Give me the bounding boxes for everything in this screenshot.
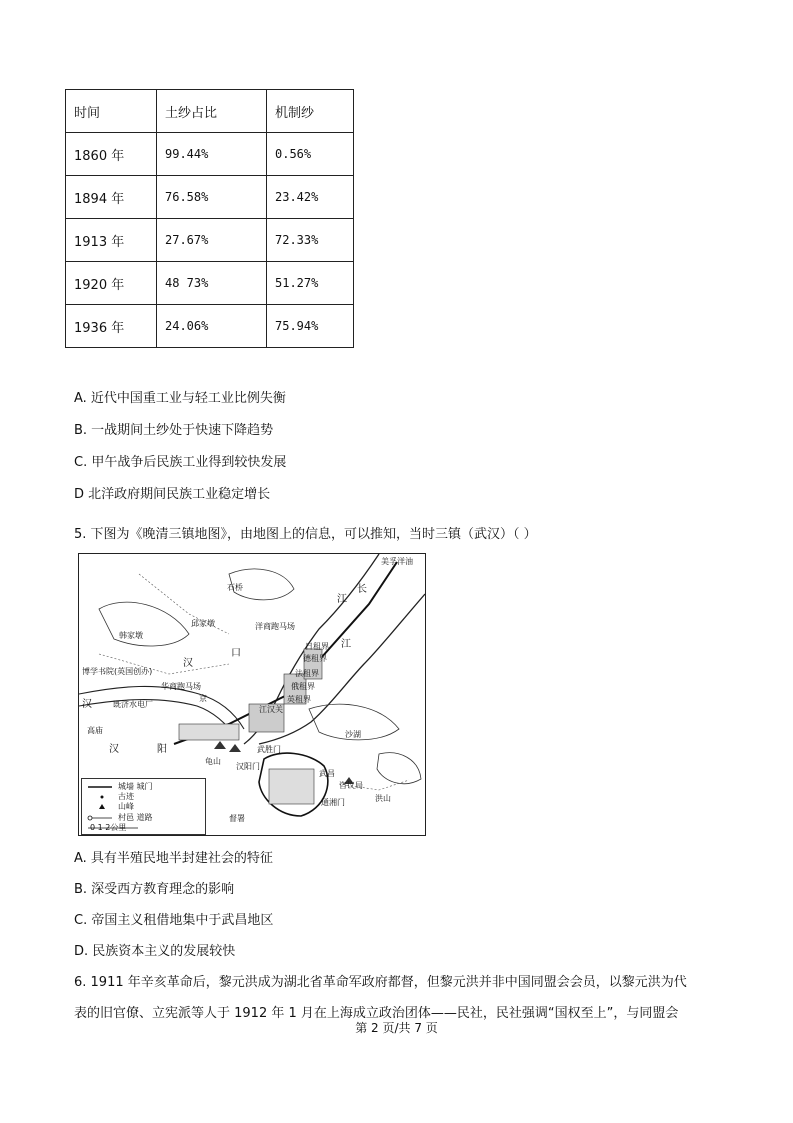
map-label-hanyangmen: 汉阳门 (236, 762, 260, 771)
table-cell-native: 76.58% (157, 176, 267, 219)
map-label-wushengmen: 武胜门 (257, 745, 281, 754)
q4-option-a: A. 近代中国重工业与轻工业比例失衡 (74, 391, 286, 406)
q5-stem: 5. 下图为《晚清三镇地图》，由地图上的信息，可以推知，当时三镇（武汉）（ ） (74, 527, 537, 542)
page-footer: 第 2 页/共 7 页 (355, 1021, 438, 1035)
map-label-jianghan-customs: 江汉关 (259, 705, 283, 714)
table-cell-machine: 72.33% (267, 219, 354, 262)
map-label-shiqiao: 石桥 (227, 583, 243, 592)
table-cell-year: 1894 年 (66, 176, 157, 219)
table-row (66, 133, 354, 176)
map-label-german-concession: 德租界 (303, 654, 327, 663)
table-cell-year: 1936 年 (66, 305, 157, 348)
table-header-cell: 土纱占比 (157, 90, 267, 133)
legend-scale: 0 1 2公里 (90, 823, 127, 832)
map-label-jiji-power-plant: 既济水电厂 (113, 700, 153, 709)
map-label-duzhu: 督署 (229, 814, 245, 823)
table-cell-native: 48 73% (157, 262, 267, 305)
table-row (66, 219, 354, 262)
table-row (66, 262, 354, 305)
map-label-han: 汉 (183, 658, 193, 669)
q4-option-b: B. 一战期间土纱处于快速下降趋势 (74, 423, 274, 438)
map-label-wuchang: 武昌 (319, 769, 335, 778)
map-label-yangtze-a: 江 (337, 594, 347, 605)
map-label-japan-concession: 日租界 (305, 642, 329, 651)
map-label-huashang-racecourse: 华商跑马场 (161, 682, 201, 691)
table-cell-machine: 23.42% (267, 176, 354, 219)
map-label-tongxiangmen: 通湘门 (321, 798, 345, 807)
map-label-jiang: 江 (341, 639, 351, 650)
table-cell-year: 1860 年 (66, 133, 157, 176)
legend-walls-gates: 城墙 城门 (118, 782, 153, 791)
q4-option-c: C. 甲午战争后民族工业得到较快发展 (74, 455, 287, 470)
map-label-kou: 口 (231, 648, 241, 659)
q6-line-2: 表的旧官僚、立宪派等人于 1912 年 1 月在上海成立政治团体——民社，民社强调“国权至上”，与同盟会 (74, 1006, 679, 1021)
map-label-gaomiao: 高庙 (87, 726, 103, 735)
map-label-guishan: 龟山 (205, 757, 221, 766)
q5-option-b: B. 深受西方教育理念的影响 (74, 882, 235, 897)
table-cell-year: 1920 年 (66, 262, 157, 305)
map-label-shahu: 沙湖 (345, 730, 361, 739)
map-label-hanyang-yang: 阳 (157, 744, 167, 755)
table-cell-machine: 0.56% (267, 133, 354, 176)
map-label-qiujiadun: 邱家墩 (191, 619, 215, 628)
map-label-hanjiadun: 韩家墩 (119, 631, 143, 640)
q5-option-c: C. 帝国主义租借地集中于武昌地区 (74, 913, 274, 928)
map-label-ziyiju: 咨议局 (339, 781, 363, 790)
late-qing-three-towns-map (78, 553, 426, 836)
legend-historic-site: 古迹 (118, 792, 134, 801)
q6-line-1: 6. 1911 年辛亥革命后，黎元洪成为湖北省革命军政府都督，但黎元洪并非中国同盟会会员，以黎元洪为代 (74, 975, 687, 990)
table-cell-native: 27.67% (157, 219, 267, 262)
table-cell-year: 1913 年 (66, 219, 157, 262)
map-label-russian-concession: 俄租界 (291, 682, 315, 691)
table-header-cell: 机制纱 (267, 90, 354, 133)
map-label-yangshang-racecourse: 洋商跑马场 (255, 622, 295, 631)
map-label-chang: 长 (357, 584, 367, 595)
q5-option-d: D. 民族资本主义的发展较快 (74, 944, 236, 959)
yarn-ratio-table (65, 89, 354, 348)
table-row (66, 176, 354, 219)
q4-option-d: D 北洋政府期间民族工业稳定增长 (74, 487, 271, 502)
legend-peak: 山峰 (118, 802, 134, 811)
table-cell-native: 99.44% (157, 133, 267, 176)
map-label-jing: 京 (199, 694, 207, 703)
map-label-han-left: 汉 (82, 699, 92, 710)
map-label-british-concession: 英租界 (287, 695, 311, 704)
map-label-hongshan: 洪山 (375, 794, 391, 803)
table-header-cell: 时间 (66, 90, 157, 133)
q5-option-a: A. 具有半殖民地半封建社会的特征 (74, 851, 273, 866)
table-cell-machine: 75.94% (267, 305, 354, 348)
legend-village-road: 村邑 道路 (118, 813, 153, 822)
map-label-hanyang-han: 汉 (109, 744, 119, 755)
map-label-boxue-college: 博学书院(英国创办) (82, 667, 153, 676)
table-cell-native: 24.06% (157, 305, 267, 348)
table-header-row (66, 90, 354, 133)
map-label-meifu: 美孚洋油 (381, 557, 413, 566)
table-cell-machine: 51.27% (267, 262, 354, 305)
map-legend (81, 778, 206, 835)
map-label-french-concession: 法租界 (295, 669, 319, 678)
table-row (66, 305, 354, 348)
